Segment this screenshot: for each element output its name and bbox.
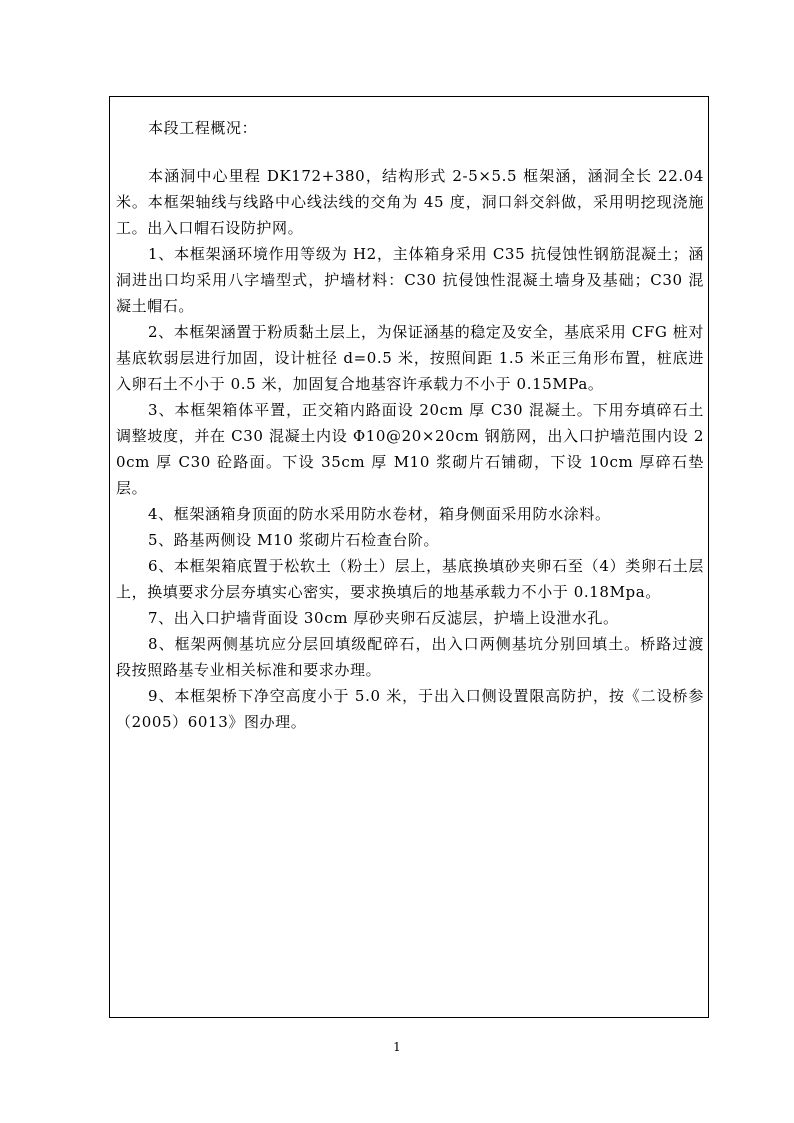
document-body bbox=[110, 97, 710, 735]
paragraph-item-5: 5、路基两侧设 M10 浆砌片石检查台阶。 bbox=[148, 531, 440, 549]
paragraph-overview: 本涵洞中心里程 DK172+380，结构形式 2-5×5.5 框架涵，涵洞全长 22.04 米。本框架轴线与线路中心线法线的交角为 45 度，洞口斜交斜做，采用明挖现浇施工。出入口帽石设防护网。 bbox=[116, 167, 704, 237]
paragraph-item-3: 3、本框架箱体平置，正交箱内路面设 20cm 厚 C30 混凝土。下用夯填碎石土调整坡度，并在 C30 混凝土内设 Φ10@20×20cm 钢筋网，出入口护墙范围内设 20cm 厚 C30 砼路面。下设 35cm 厚 M10 浆砌片石铺砌，下设 10cm 厚碎石垫层。 bbox=[116, 401, 704, 497]
paragraph-item-8: 8、框架两侧基坑应分层回填级配碎石，出入口两侧基坑分别回填土。桥路过渡段按照路基专业相关标准和要求办理。 bbox=[116, 635, 704, 679]
paragraph-item-7: 7、出入口护墙背面设 30cm 厚砂夹卵石反滤层，护墙上设泄水孔。 bbox=[148, 609, 619, 627]
paragraph-item-4: 4、框架涵箱身顶面的防水采用防水卷材，箱身侧面采用防水涂料。 bbox=[148, 505, 611, 523]
page-number: 1 bbox=[393, 1040, 401, 1054]
paragraph-item-2: 2、本框架涵置于粉质黏土层上，为保证涵基的稳定及安全，基底采用 CFG 桩对基底软弱层进行加固，设计桩径 d=0.5 米，按照间距 1.5 米正三角形布置，桩底进入卵石土不小于 0.5 米，加固复合地基容许承载力不小于 0.15MPa。 bbox=[116, 323, 704, 393]
section-heading: 本段工程概况： bbox=[148, 119, 258, 137]
paragraph-item-6: 6、本框架箱底置于松软土（粉土）层上，基底换填砂夹卵石至（4）类卵石土层上，换填要求分层夯填实心密实，要求换填后的地基承载力不小于 0.18Mpa。 bbox=[116, 557, 704, 601]
content-frame bbox=[109, 96, 709, 1018]
paragraph-item-1: 1、本框架涵环境作用等级为 H2，主体箱身采用 C35 抗侵蚀性钢筋混凝土；涵洞进出口均采用八字墙型式，护墙材料：C30 抗侵蚀性混凝土墙身及基础；C30 混凝土帽石。 bbox=[116, 245, 704, 315]
paragraph-item-9: 9、本框架桥下净空高度小于 5.0 米，于出入口侧设置限高防护，按《二设桥参（2005）6013》图办理。 bbox=[116, 687, 704, 731]
